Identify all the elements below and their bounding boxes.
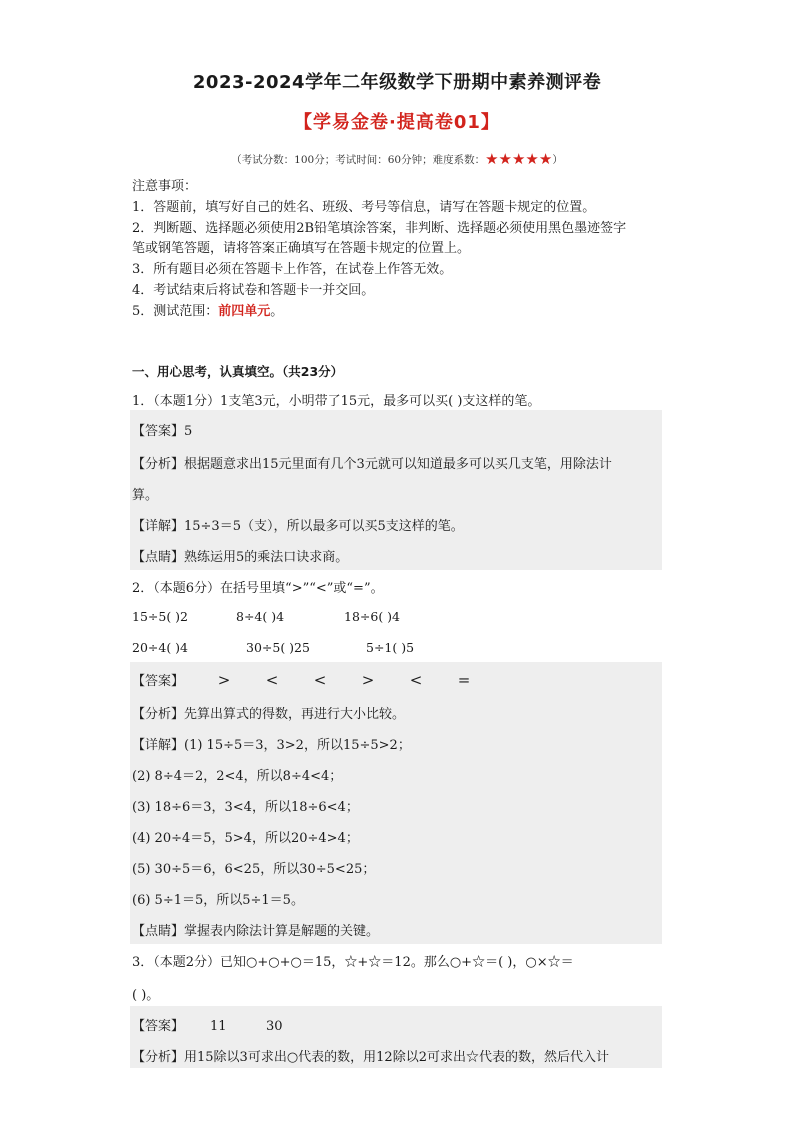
q3-question-cont: ( )。 [132,988,160,1003]
notes-item-5-prefix: 5．测试范围： [132,303,219,319]
q3-answer [132,1015,283,1034]
q2-item: 20÷4( )4 [132,640,189,655]
q2-answer-symbol: > [217,671,231,689]
q1-detail: 【详解】15÷3＝5（支），所以最多可以买5支这样的笔。 [132,519,464,534]
notes-item-2b: 笔或钢笔答题，请将答案正确填写在答题卡规定的位置上。 [132,241,471,257]
notes-item-4: 4．考试结束后将试卷和答题卡一并交回。 [132,282,375,298]
meta-close: ） [552,154,563,166]
notes-item-5 [132,302,672,323]
q2-question: 2．（本题6分）在括号里填“>”“<”或“=”。 [132,581,384,596]
q2-detail-2: (2) 8÷4＝2，2<4，所以8÷4<4； [132,769,343,784]
q2-item: 30÷5( )25 [246,640,310,655]
q2-analysis: 【分析】先算出算式的得数，再进行大小比较。 [132,707,406,722]
q2-answer-symbol: < [409,671,423,689]
q2-answer-symbol: < [313,671,327,689]
notes-item-3: 3．所有题目必须在答题卡上作答，在试卷上作答无效。 [132,262,453,278]
q3-answer-label: 【答案】 [132,1019,185,1034]
q2-answer-symbol: < [265,671,279,689]
q3-answer-value: 30 [266,1019,283,1034]
q1-analysis: 【分析】根据题意求出15元里面有几个3元就可以知道最多可以买几支笔，用除法计 [132,457,612,472]
q3-question: 3．（本题2分）已知○+○+○＝15，☆+☆＝12。那么○+☆＝( )，○×☆＝ [132,955,574,970]
page-title: 2023-2024学年二年级数学下册期中素养测评卷 [192,72,602,93]
q2-answer-symbol: = [457,671,471,689]
exam-meta [0,150,794,168]
q1-answer: 【答案】5 [132,424,193,439]
q1-tip: 【点睛】熟练运用5的乘法口诀求商。 [132,550,349,565]
q2-answer [132,670,488,689]
difficulty-stars-icon: ★★★★★ [485,150,553,168]
q2-detail-6: (6) 5÷1＝5，所以5÷1＝5。 [132,893,304,908]
q3-analysis: 【分析】用15除以3可求出○代表的数，用12除以2可求出☆代表的数，然后代入计 [132,1050,609,1065]
q2-item: 5÷1( )5 [366,640,415,655]
q2-answer-label: 【答案】 [132,674,185,689]
notes-item-5-suffix: 。 [270,303,284,319]
notes-block [132,177,672,323]
q2-answer-symbol: > [361,671,375,689]
meta-text: （考试分数：100分；考试时间：60分钟；难度系数： [231,154,486,166]
q3-answer-value: 11 [210,1019,227,1034]
q2-item: 18÷6( )4 [344,609,401,624]
q2-detail-3: (3) 18÷6＝3，3<4，所以18÷6<4； [132,800,359,815]
paper-subtitle: 【学易金卷·提高卷01】 [294,112,500,133]
q2-detail-4: (4) 20÷4＝5，5>4，所以20÷4>4； [132,831,359,846]
q1-question: 1．（本题1分）1支笔3元，小明带了15元，最多可以买( )支这样的笔。 [132,394,541,409]
q2-detail-5: (5) 30÷5＝6，6<25，所以30÷5<25； [132,862,376,877]
q2-row-2 [132,640,414,655]
q2-row-1 [132,609,400,624]
q2-item: 15÷5( )2 [132,609,189,624]
section-heading: 一、用心思考，认真填空。（共23分） [132,364,344,379]
notes-item-2a: 2．判断题、选择题必须使用2B铅笔填涂答案，非判断、选择题必须使用黑色墨迹签字 [132,220,627,236]
q2-item: 8÷4( )4 [236,609,285,624]
notes-item-1: 1．答题前，填写好自己的姓名、班级、考号等信息，请写在答题卡规定的位置。 [132,199,596,215]
test-scope: 前四单元 [218,303,271,319]
q2-tip: 【点睛】掌握表内除法计算是解题的关键。 [132,924,380,939]
q1-analysis-cont: 算。 [132,488,159,503]
notes-heading: 注意事项： [132,179,198,194]
q2-detail-1: 【详解】(1) 15÷5＝3，3>2，所以15÷5>2； [132,738,411,753]
